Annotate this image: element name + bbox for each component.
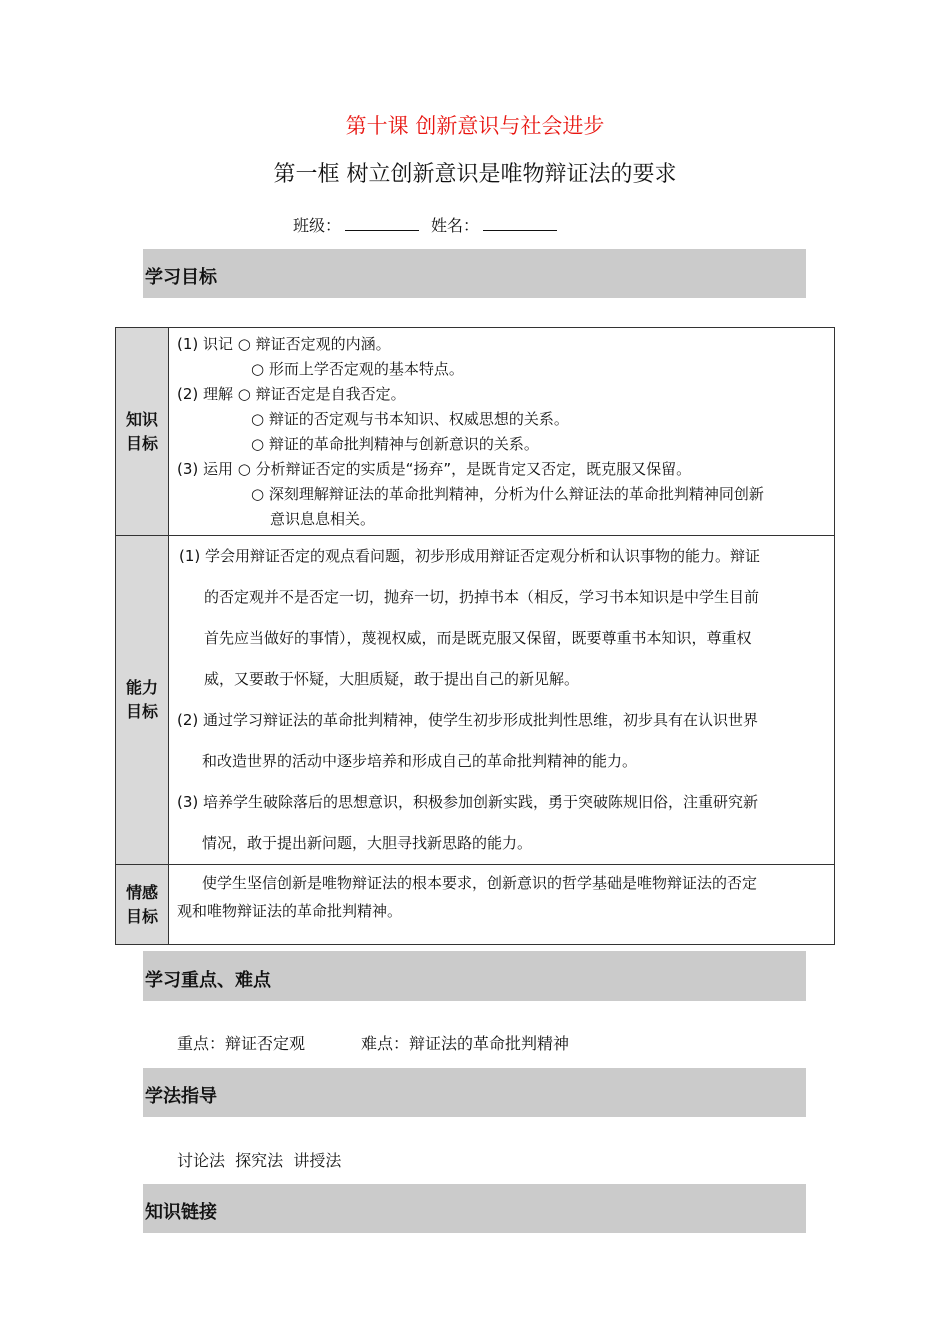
knowledge-head-2: 目标 — [125, 433, 158, 453]
knowledge-line: (1) 识记 ○ 辩证否定观的内涵。 — [177, 335, 391, 353]
emotion-head-2: 目标 — [125, 906, 158, 926]
knowledge-content — [169, 328, 835, 536]
ability-line: 和改造世界的活动中逐步培养和形成自己的革命批判精神的能力。 — [202, 752, 638, 770]
knowledge-line: ○ 辩证的革命批判精神与创新意识的关系。 — [251, 435, 539, 453]
ability-head-2: 目标 — [125, 702, 158, 721]
knowledge-head — [116, 328, 169, 536]
ability-line: (2) 通过学习辩证法的革命批判精神，使学生初步形成批判性思维，初步具有在认识世界 — [177, 711, 759, 729]
lesson-title: 第十课 创新意识与社会进步 — [345, 114, 605, 138]
ability-head — [116, 536, 169, 865]
emotion-content — [169, 865, 835, 945]
emotion-head — [116, 865, 169, 945]
emotion-line: 观和唯物辩证法的革命批判精神。 — [177, 902, 403, 920]
emotion-line: 使学生坚信创新是唯物辩证法的根本要求，创新意识的哲学基础是唯物辩证法的否定 — [202, 874, 758, 892]
ability-line: (1) 学会用辩证否定的观点看问题，初步形成用辩证否定观分析和认识事物的能力。辩证 — [179, 547, 761, 565]
knowledge-line: 意识息息相关。 — [270, 510, 376, 528]
method-text: 讨论法 探究法 讲授法 — [177, 1151, 342, 1170]
goals-table — [115, 327, 835, 945]
ability-head-1: 能力 — [125, 678, 158, 697]
ability-line: 首先应当做好的事情），蔑视权威，而是既克服又保留，既要尊重书本知识，尊重权 — [204, 629, 752, 647]
page-subtitle: 第一框 树立创新意识是唯物辩证法的要求 — [273, 162, 677, 187]
section-method-title: 学法指导 — [145, 1086, 217, 1107]
knowledge-head-1: 知识 — [125, 409, 158, 429]
section-goals-title: 学习目标 — [145, 267, 217, 288]
knowledge-line: ○ 深刻理解辩证法的革命批判精神，分析为什么辩证法的革命批判精神同创新 — [251, 485, 764, 503]
knowledge-line: (3) 运用 ○ 分析辩证否定的实质是“扬弃”，是既肯定又否定，既克服又保留。 — [177, 460, 692, 478]
knowledge-line: ○ 辩证的否定观与书本知识、权威思想的关系。 — [251, 410, 569, 428]
name-blank[interactable] — [483, 214, 557, 231]
emotion-row — [116, 865, 835, 945]
ability-line: 情况，敢于提出新问题，大胆寻找新思路的能力。 — [202, 834, 533, 852]
knowledge-line: ○ 形而上学否定观的基本特点。 — [251, 360, 464, 378]
knowledge-line: (2) 理解 ○ 辩证否定是自我否定。 — [177, 385, 406, 403]
section-key-points-title: 学习重点、难点 — [145, 970, 271, 991]
emotion-head-1: 情感 — [125, 882, 158, 902]
section-key-points — [143, 951, 806, 1001]
name-label: 姓名： — [431, 216, 480, 235]
difficult-point: 难点：辩证法的革命批判精神 — [361, 1034, 570, 1053]
knowledge-row — [116, 328, 835, 536]
ability-row — [116, 536, 835, 865]
ability-line: 的否定观并不是否定一切，抛弃一切，扔掉书本（相反，学习书本知识是中学生目前 — [204, 588, 760, 606]
section-method — [143, 1068, 806, 1117]
ability-line: 威，又要敢于怀疑，大胆质疑，敢于提出自己的新见解。 — [204, 670, 580, 688]
class-blank[interactable] — [345, 214, 419, 231]
section-goals — [143, 249, 806, 298]
section-links — [143, 1184, 806, 1233]
name-class-row — [293, 214, 569, 237]
class-label: 班级： — [293, 216, 342, 235]
section-links-title: 知识链接 — [145, 1202, 217, 1223]
ability-line: (3) 培养学生破除落后的思想意识，积极参加创新实践，勇于突破陈规旧俗，注重研究新 — [177, 793, 759, 811]
key-point: 重点：辩证否定观 — [177, 1034, 306, 1053]
ability-content — [169, 536, 835, 865]
